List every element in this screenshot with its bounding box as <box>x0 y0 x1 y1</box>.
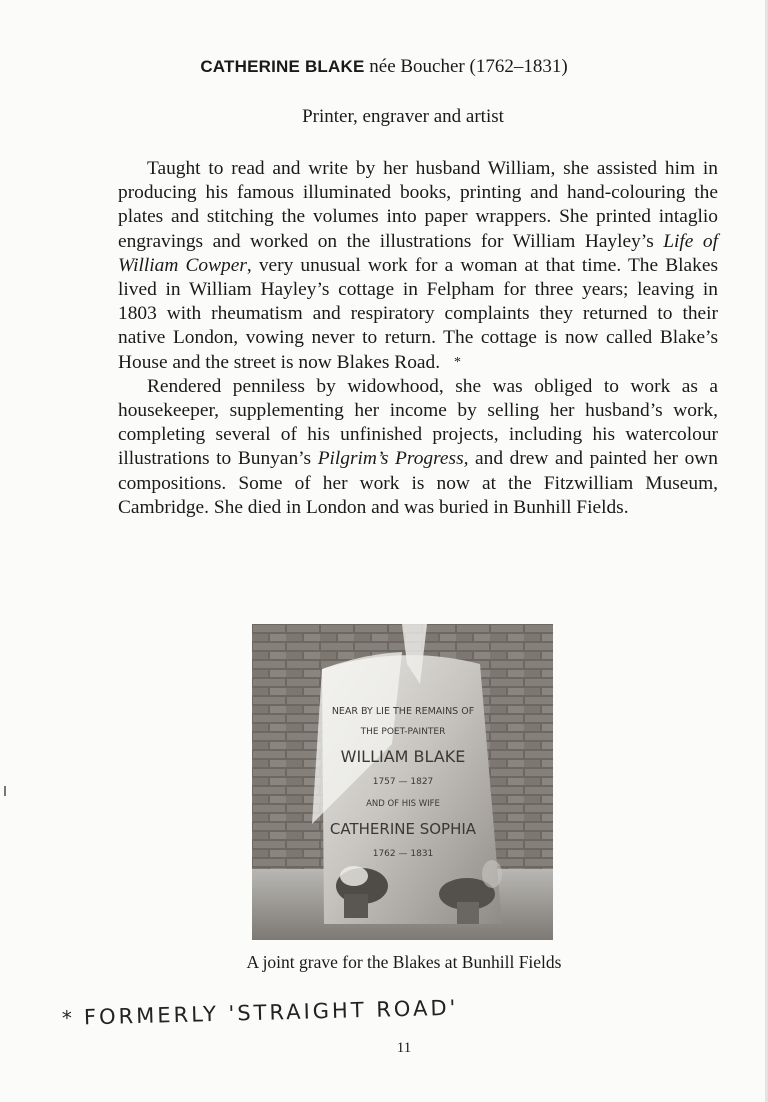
inscription-line-1: NEAR BY LIE THE REMAINS OF <box>331 706 475 717</box>
biography-text <box>118 157 718 520</box>
handwritten-note-text: FORMERLY 'STRAIGHT ROAD' <box>83 995 459 1030</box>
page-number: 11 <box>396 1040 412 1056</box>
paragraph-1 <box>118 157 718 375</box>
inscription-line-6: CATHERINE SOPHIA <box>329 820 477 838</box>
footnote-mark: * <box>454 354 462 370</box>
subject-dates: née Boucher (1762–1831) <box>369 56 568 77</box>
handwritten-annotation <box>62 996 459 1030</box>
inscription-line-4: 1757 — 1827 <box>372 777 434 787</box>
grave-illustration <box>252 624 553 940</box>
inscription-line-3: WILLIAM BLAKE <box>340 747 466 766</box>
inscription-line-5: AND OF HIS WIFE <box>366 799 440 809</box>
book-title-pilgrims-progress: Pilgrim’s Progress, <box>317 448 469 470</box>
book-title-cowper: Life of William Cowper <box>118 230 718 276</box>
inscription-line-7: 1762 — 1831 <box>372 849 434 859</box>
subtitle: Printer, engraver and artist <box>302 106 504 127</box>
scan-mark <box>4 786 6 796</box>
paragraph-2 <box>118 375 718 520</box>
grave-photo <box>252 624 553 940</box>
photo-caption: A joint grave for the Blakes at Bunhill Fields <box>246 952 562 972</box>
subject-name: CATHERINE BLAKE <box>200 57 365 76</box>
paragraph-2-text-b: and drew and painted her own compositions. Some of her work is now at the Fitzwilliam Museum, Cambridge. She died in London and was buried in Bunhill Fields. <box>118 448 718 518</box>
handwritten-asterisk: * <box>61 1005 73 1030</box>
paragraph-2-text-a: Rendered penniless by widowhood, she was obliged to work as a housekeeper, supplementing her income by selling her husband’s work, completing several of his unfinished projects, including his watercolour illustrations to Bunyan’s <box>118 375 718 470</box>
paragraph-1-text-a: Taught to read and write by her husband William, she assisted him in producing his famous illuminated books, printing and hand-colouring the plates and stitching the volumes into paper wrappers. She printed intaglio engravings and worked on the illustrations for William Hayley’s <box>118 158 718 252</box>
paragraph-1-text-b: , very unusual work for a woman at that time. The Blakes lived in William Hayley’s cottage in Felpham for three years; leaving in 1803 with rheumatism and respiratory complaints they returned to their native London, vowing never to return. The cottage is now called Blake’s House and the street is now Blakes Road. <box>118 254 718 373</box>
page-title <box>0 56 768 78</box>
inscription-line-2: THE POET-PAINTER <box>360 727 446 737</box>
